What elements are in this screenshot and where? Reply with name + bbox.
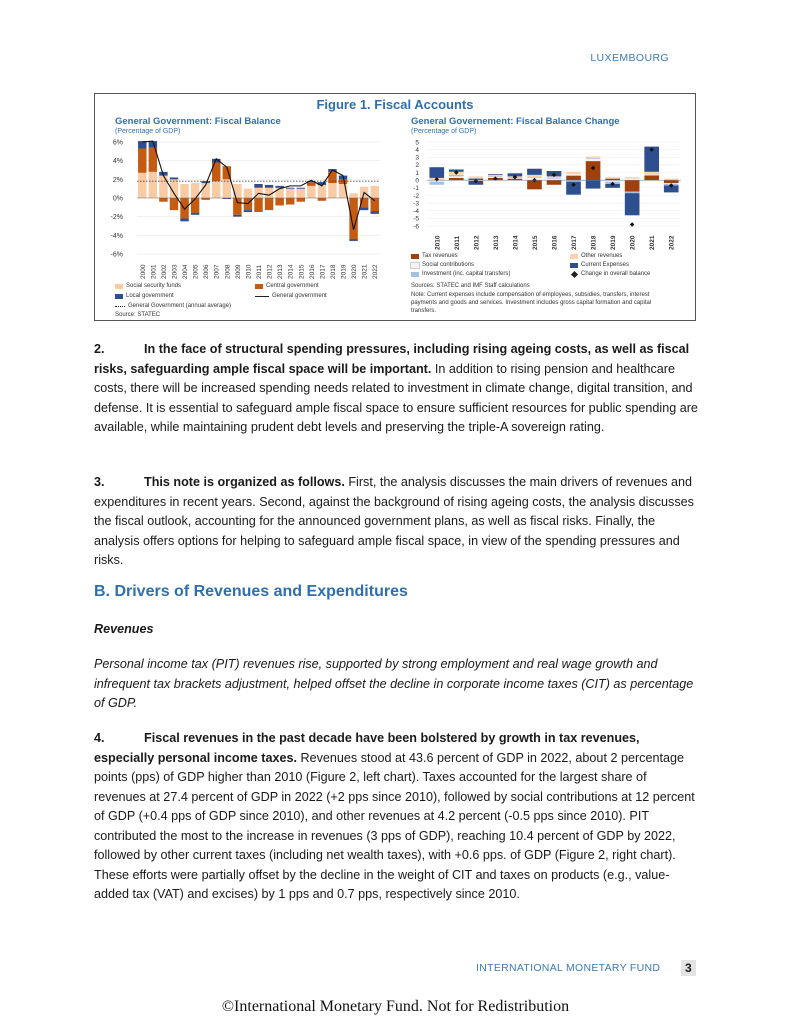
- y-tick-label: -1: [413, 185, 419, 193]
- right-chart-title: General Governement: Fiscal Balance Change: [411, 116, 620, 127]
- left-chart-subtitle: (Percentage of GDP): [115, 128, 181, 135]
- bar-social-security-funds-2014: [286, 189, 294, 198]
- x-tick-label: 2011: [256, 265, 263, 279]
- bar-investment-inc-capital-transfers-2010: [429, 182, 444, 185]
- legend-swatch-investment: [411, 272, 419, 277]
- x-tick-label: 2009: [234, 264, 242, 279]
- fiscal-balance-chart: [95, 134, 395, 284]
- y-tick-label: -2: [413, 192, 419, 200]
- x-tick-label: 2021: [361, 264, 369, 279]
- y-tick-label: 2%: [112, 176, 123, 184]
- bar-local-government-2020: [349, 239, 357, 241]
- x-tick-label: 2006: [203, 264, 211, 279]
- bar-central-government-2022: [370, 198, 378, 211]
- bar-social-security-funds-2010: [244, 189, 252, 198]
- y-tick-label: -6%: [110, 251, 123, 259]
- bar-local-government-2011: [254, 184, 262, 188]
- bar-other-revenues-2013: [488, 175, 503, 177]
- legend-other: [570, 253, 622, 259]
- bar-social-security-funds-2020: [349, 193, 357, 198]
- paragraph-lead: Fiscal revenues in the past decade have been bolstered by growth in tax revenues, especially personal income taxes.: [94, 731, 640, 765]
- x-tick-label: 2020: [629, 235, 637, 250]
- summary-paragraph: Personal income tax (PIT) revenues rise, supported by strong employment and real wage growth and infrequent tax brackets adjustment, helped offset the decline in corporate income taxes (CIT) as percentage of GDP.: [94, 657, 694, 710]
- paragraph-2: [94, 340, 700, 438]
- x-tick-label: 2003: [171, 264, 179, 279]
- legend-tax: [411, 253, 458, 259]
- legend-local: [115, 293, 174, 299]
- figure-title: Figure 1. Fiscal Accounts: [316, 97, 474, 112]
- bar-local-government-2003: [170, 177, 178, 179]
- y-tick-label: 0: [415, 177, 419, 185]
- figure-fiscal-accounts: [94, 93, 696, 321]
- right-chart-note-3: transfers.: [411, 308, 437, 314]
- x-tick-label: 2021: [649, 235, 657, 250]
- footer-publisher: INTERNATIONAL MONETARY FUND: [476, 962, 661, 974]
- bar-investment-inc-capital-transfers-2021: [644, 175, 659, 176]
- bar-local-government-2021: [360, 207, 368, 210]
- legend-ssf: [115, 283, 181, 289]
- x-tick-label: 2012: [266, 264, 274, 279]
- bar-social-security-funds-2015: [297, 189, 305, 198]
- left-chart-source: Source: STATEC: [115, 312, 161, 318]
- subsection-title: Revenues: [94, 622, 154, 636]
- page-number: 3: [681, 960, 696, 976]
- legend-label: Tax revenues: [422, 253, 458, 259]
- bar-central-government-2011: [254, 198, 262, 212]
- y-tick-label: 4: [415, 146, 419, 154]
- legend-investment: [411, 271, 510, 277]
- bar-social-security-funds-2018: [328, 183, 336, 198]
- x-tick-label: 2013: [492, 235, 500, 250]
- bar-social-contributions-2011: [449, 176, 464, 178]
- bar-investment-inc-capital-transfers-2020: [625, 192, 640, 194]
- bar-current-expenses-2013: [488, 174, 503, 175]
- x-tick-label: 2010: [434, 235, 442, 250]
- bar-local-government-2014: [286, 188, 294, 189]
- bar-tax-revenues-2011: [449, 178, 464, 180]
- bar-central-government-2014: [286, 198, 294, 205]
- x-tick-label: 2000: [139, 264, 147, 279]
- bar-investment-inc-capital-transfers-2012: [469, 178, 484, 179]
- paragraph-lead: In the face of structural spending pressures, including rising ageing costs, as well as fiscal risks, safeguarding ample fiscal space will be important.: [94, 342, 690, 376]
- legend-label: Social security funds: [126, 283, 182, 289]
- bar-investment-inc-capital-transfers-2018: [586, 158, 601, 159]
- x-tick-label: 2020: [351, 264, 359, 279]
- legend-swatch-tax: [411, 254, 419, 259]
- bar-current-expenses-2015: [527, 169, 542, 175]
- x-tick-label: 2019: [340, 264, 348, 279]
- paragraph-number: 3.: [94, 475, 105, 489]
- y-tick-label: 4%: [112, 158, 123, 166]
- bar-current-expenses-2010: [429, 167, 444, 178]
- bar-other-revenues-2017: [566, 172, 581, 174]
- right-chart-subtitle: (Percentage of GDP): [411, 128, 477, 135]
- x-tick-label: 2016: [551, 235, 559, 250]
- right-chart-note-1: Note: Current expenses include compensation of employees, subsidies, transfers, interest: [411, 292, 650, 298]
- bar-social-security-funds-2000: [138, 173, 146, 198]
- legend-label: Change in overall balance: [581, 271, 651, 277]
- bar-social-security-funds-2017: [318, 185, 326, 198]
- legend-label: General Government (annual average): [128, 303, 232, 309]
- x-tick-label: 2001: [150, 264, 158, 279]
- bar-social-security-funds-2004: [180, 184, 188, 198]
- legend-swatch-change: [571, 270, 578, 277]
- x-tick-label: 2005: [192, 264, 200, 279]
- y-tick-label: -4%: [110, 232, 123, 240]
- paragraph-body: In addition to rising pension and healthcare costs, there will be increased spending needs related to investment in climate change, digital transition, and defense. It is essential to safeguard ample fiscal space to ensure sufficient resources for public spending are available, while maintaining prudent debt levels and preserving the triple-A sovereign rating.: [94, 361, 698, 434]
- y-tick-label: 5: [415, 139, 419, 147]
- bar-investment-inc-capital-transfers-2011: [449, 175, 464, 177]
- bar-tax-revenues-2020: [625, 180, 640, 191]
- paragraph-body: First, the analysis discusses the main drivers of revenues and expenditures in recent years. Second, against the background of rising ageing costs, the analysis discusses the fiscal outlook, accounting for the announced government plans, as well as fiscal risks. Finally, the analysis offers options for helping to safeguard ample fiscal space, in view of the spending pressures and risks.: [94, 475, 694, 567]
- x-tick-label: 2010: [245, 264, 253, 279]
- x-tick-label: 2004: [182, 264, 190, 279]
- y-tick-label: -4: [413, 208, 419, 216]
- bar-investment-inc-capital-transfers-2016: [547, 178, 562, 179]
- bar-central-government-2017: [318, 198, 326, 201]
- fiscal-balance-change-chart: [405, 138, 685, 254]
- bar-other-revenues-2021: [644, 172, 659, 175]
- right-chart-sources: Sources: STATEC and IMF Staff calculations: [411, 283, 530, 289]
- x-tick-label: 2017: [571, 235, 579, 250]
- bar-other-revenues-2018: [586, 157, 601, 159]
- running-header: LUXEMBOURG: [590, 52, 669, 64]
- y-tick-label: -6: [413, 223, 419, 231]
- paragraph-lead: This note is organized as follows.: [144, 475, 345, 489]
- legend-gg: [255, 293, 327, 299]
- y-tick-label: 0%: [112, 195, 123, 203]
- section-title: B. Drivers of Revenues and Expenditures: [94, 583, 408, 600]
- bar-social-security-funds-2016: [307, 186, 315, 198]
- bar-other-revenues-2015: [527, 175, 542, 177]
- bar-central-government-2015: [297, 198, 305, 202]
- bar-tax-revenues-2016: [547, 180, 562, 185]
- bar-local-government-2005: [191, 213, 199, 215]
- bar-local-government-2015: [297, 188, 305, 189]
- left-chart-title: General Government: Fiscal Balance: [115, 116, 281, 127]
- bar-local-government-2010: [244, 210, 252, 212]
- copyright-notice: ©International Monetary Fund. Not for Redistribution: [221, 998, 570, 1015]
- bar-tax-revenues-2021: [644, 176, 659, 181]
- legend-swatch-central: [255, 284, 263, 289]
- legend-label: Investment (inc. capital transfers): [422, 271, 511, 277]
- bar-central-government-2012: [265, 198, 273, 210]
- x-tick-label: 2018: [329, 264, 337, 279]
- legend-swatch-current: [570, 263, 578, 268]
- bar-central-government-2005: [191, 198, 199, 213]
- bar-local-government-2006: [201, 181, 209, 183]
- bar-social-security-funds-2022: [370, 186, 378, 198]
- x-tick-label: 2008: [224, 264, 232, 279]
- bar-central-government-2009: [233, 198, 241, 215]
- bar-social-security-funds-2001: [149, 172, 157, 198]
- bar-tax-revenues-2018: [586, 161, 601, 180]
- legend-swatch-avg: [115, 306, 125, 307]
- bar-other-revenues-2019: [605, 177, 620, 179]
- legend-label: Local government: [126, 293, 174, 299]
- bar-other-revenues-2012: [469, 176, 484, 178]
- bar-central-government-2003: [170, 198, 178, 210]
- x-tick-label: 2017: [319, 264, 327, 279]
- x-tick-label: 2022: [372, 264, 380, 279]
- y-tick-label: -3: [413, 200, 419, 208]
- paragraph-3: [94, 473, 700, 571]
- bar-social-security-funds-2007: [212, 181, 220, 198]
- legend-swatch-ssf: [115, 284, 123, 289]
- x-tick-label: 2016: [308, 264, 316, 279]
- x-tick-label: 2018: [590, 235, 598, 250]
- bar-central-government-2019: [339, 179, 347, 184]
- bar-central-government-2013: [275, 198, 283, 205]
- paragraph-4: [94, 729, 700, 905]
- legend-label: Central government: [266, 283, 319, 289]
- x-tick-label: 2007: [213, 264, 221, 279]
- bar-investment-inc-capital-transfers-2015: [527, 177, 542, 178]
- bar-local-government-2004: [180, 219, 188, 222]
- x-tick-label: 2012: [473, 235, 481, 250]
- x-tick-label: 2015: [531, 235, 539, 250]
- bar-social-security-funds-2008: [223, 179, 231, 198]
- paragraph-number: 2.: [94, 342, 105, 356]
- legend-swatch-social: [411, 263, 419, 268]
- legend-avg: [115, 303, 231, 309]
- legend-label: Other revenues: [581, 253, 623, 259]
- x-tick-label: 2014: [287, 264, 295, 279]
- bar-tax-revenues-2022: [664, 180, 679, 183]
- legend-swatch-gg: [255, 296, 269, 297]
- bar-current-expenses-2018: [586, 180, 601, 188]
- y-tick-label: -5: [413, 215, 419, 223]
- bar-local-government-2009: [233, 215, 241, 217]
- x-tick-label: 2019: [610, 235, 618, 250]
- legend-change: [570, 271, 650, 277]
- legend-label: Current Expenses: [581, 262, 630, 268]
- x-tick-label: 2002: [160, 264, 168, 279]
- bar-local-government-2012: [265, 185, 273, 188]
- paragraph-body: Revenues stood at 43.6 percent of GDP in 2022, about 2 percentage points (pps) of GDP higher than 2010 (Figure 2, left chart). Taxes accounted for the largest share of revenues at 27.4 percent of GDP in 2022 (+2 pps since 2010), followed by social contributions at 12 percent of GDP (+0.4 pps of GDP since 2010), and other revenues at 4.2 percent (-0.5 pps since 2010). PIT contributed the most to the increase in revenues (3 pps of GDP), reaching 10.4 percent of GDP by 2022, followed by other current taxes (including net wealth taxes), with +0.6 pps. of GDP (Figure 2, right chart). These efforts were partially offset by the decline in the weight of CIT and taxes on products (e.g., value-added tax (VAT) and excises) by 1 pps and 0.7 pps, respectively since 2010.: [94, 750, 695, 901]
- legend-label: Social contributions: [422, 262, 475, 268]
- x-tick-label: 2011: [453, 235, 461, 250]
- bar-other-revenues-2020: [625, 177, 640, 179]
- right-chart-note-2: payments and goods and services. Investment includes gross capital formation and capital: [411, 300, 652, 306]
- x-tick-label: 2014: [512, 235, 520, 250]
- legend-social: [411, 262, 474, 268]
- y-tick-label: -2%: [110, 214, 123, 222]
- x-tick-label: 2015: [298, 264, 306, 279]
- bar-central-government-2002: [159, 198, 167, 202]
- y-tick-label: 1: [415, 169, 419, 177]
- bar-social-security-funds-2002: [159, 176, 167, 198]
- bar-social-contributions-2018: [586, 159, 601, 161]
- legend-swatch-other: [570, 254, 578, 259]
- legend-swatch-local: [115, 294, 123, 299]
- y-tick-label: 3: [415, 154, 419, 162]
- paragraph-number: 4.: [94, 731, 105, 745]
- bar-central-government-2000: [138, 149, 146, 173]
- bar-current-expenses-2020: [625, 193, 640, 215]
- y-tick-label: 2: [415, 162, 419, 170]
- bar-local-government-2022: [370, 211, 378, 214]
- bar-tax-revenues-2017: [566, 176, 581, 181]
- y-tick-label: 6%: [112, 139, 123, 147]
- bar-social-contributions-2017: [566, 174, 581, 176]
- x-tick-label: 2022: [668, 235, 676, 250]
- x-tick-label: 2013: [277, 264, 285, 279]
- legend-central: [255, 283, 319, 289]
- bar-central-government-2016: [307, 182, 315, 186]
- legend-current: [570, 262, 629, 268]
- legend-label: General government: [272, 293, 327, 299]
